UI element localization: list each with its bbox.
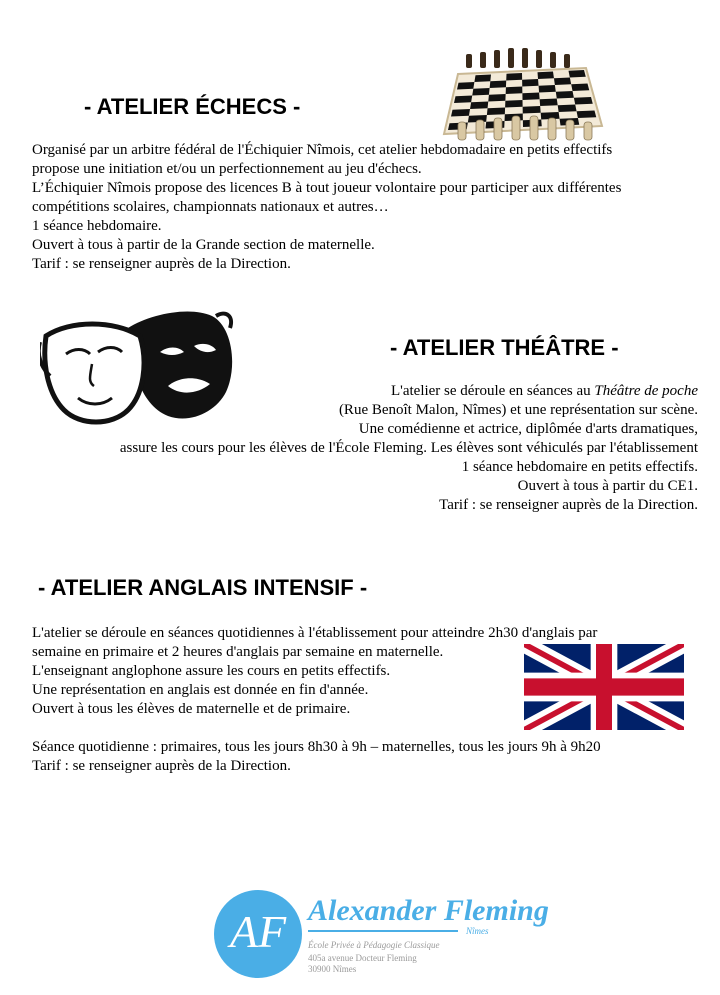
english-line: Tarif : se renseigner auprès de la Direction. [32, 758, 291, 774]
chess-square [472, 88, 489, 96]
chess-square [470, 102, 488, 110]
chess-line: Ouvert à tous à partir de la Grande section de maternelle. [32, 237, 375, 253]
chess-square [487, 108, 505, 116]
english-line: semaine en primaire et 2 heures d'anglais par semaine en maternelle. [32, 644, 444, 660]
chess-square [454, 96, 472, 104]
theatre-line-prefix: L'atelier se déroule en séances au [390, 383, 595, 399]
theatre-line: Ouvert à tous à partir du CE1. [517, 478, 698, 494]
chess-title: - ATELIER ÉCHECS - [84, 94, 301, 119]
english-description [32, 624, 601, 776]
chess-square [451, 109, 470, 117]
chess-square [540, 99, 558, 107]
chess-line: compétitions scolaires, championnats nationaux et autres… [32, 199, 389, 215]
theatre-description [120, 382, 698, 515]
union-jack-flag-image [524, 644, 684, 730]
school-city: Nîmes [466, 926, 489, 936]
chess-description [32, 141, 621, 274]
english-line: L'enseignant anglophone assure les cours en petits effectifs. [32, 663, 391, 679]
chess-square [488, 94, 505, 102]
theatre-line: (Rue Benoît Malon, Nîmes) et une représentation sur scène. [338, 402, 698, 418]
chess-square [538, 72, 554, 80]
english-line: Une représentation en anglais est donnée en fin d'année. [32, 682, 369, 698]
chess-square [554, 78, 571, 86]
chess-square [490, 81, 507, 89]
school-tagline: École Privée à Pédagogie Classique [308, 940, 440, 950]
chess-line: propose une initiation et/ou un perfectionnement au jeu d'échecs. [32, 161, 422, 177]
english-line: Ouvert à tous les élèves de maternelle et de primaire. [32, 701, 351, 717]
theatre-line: Tarif : se renseigner auprès de la Direction. [439, 497, 698, 513]
theatre-line: assure les cours pour les élèves de l'École Fleming. Les élèves sont véhiculés par l'établissement [119, 440, 698, 456]
chess-square [539, 85, 556, 93]
chess-line: L’Échiquier Nîmois propose des licences B à tout joueur volontaire pour participer aux différentes [32, 180, 622, 196]
chess-square [505, 100, 523, 108]
logo-underline [308, 930, 458, 932]
school-address-line: 30900 Nîmes [308, 964, 357, 974]
chess-square [522, 93, 539, 101]
chess-line: 1 séance hebdomaire. [32, 218, 162, 234]
chess-square [569, 70, 586, 78]
school-name: Alexander Fleming [308, 894, 549, 927]
school-address-line: 405a avenue Docteur Fleming [308, 953, 417, 963]
monogram-text: AF [229, 906, 287, 957]
theatre-title: - ATELIER THÉÂTRE - [390, 335, 619, 360]
chess-line: Tarif : se renseigner auprès de la Direction. [32, 256, 291, 272]
chess-square [474, 75, 491, 83]
chessboard-image [436, 44, 604, 144]
chess-square [577, 111, 597, 119]
chess-square [522, 79, 538, 87]
chess-line: Organisé par un arbitre fédéral de l'Échiquier Nîmois, cet atelier hebdomadaire en petits effectifs [32, 142, 613, 158]
chess-square [506, 73, 522, 81]
chess-square [506, 87, 523, 95]
chess-square [457, 82, 474, 90]
theatre-line [120, 382, 698, 401]
english-line: L'atelier se déroule en séances quotidiennes à l'établissement pour atteindre 2h30 d'anglais par [32, 625, 598, 641]
chess-square [556, 91, 574, 99]
chess-square [574, 97, 593, 105]
theatre-venue: Théâtre de poche [594, 383, 698, 399]
theatre-line: 1 séance hebdomaire en petits effectifs. [461, 459, 698, 475]
english-title: - ATELIER ANGLAIS INTENSIF - [38, 575, 368, 600]
chess-square [523, 106, 541, 114]
chess-square [558, 105, 577, 113]
chess-square [571, 84, 589, 92]
theatre-line: Une comédienne et actrice, diplômée d'arts dramatiques, [358, 421, 698, 437]
school-logo [214, 888, 549, 980]
english-line: Séance quotidienne : primaires, tous les jours 8h30 à 9h – maternelles, tous les jours 9h à 9h20 [32, 739, 601, 755]
